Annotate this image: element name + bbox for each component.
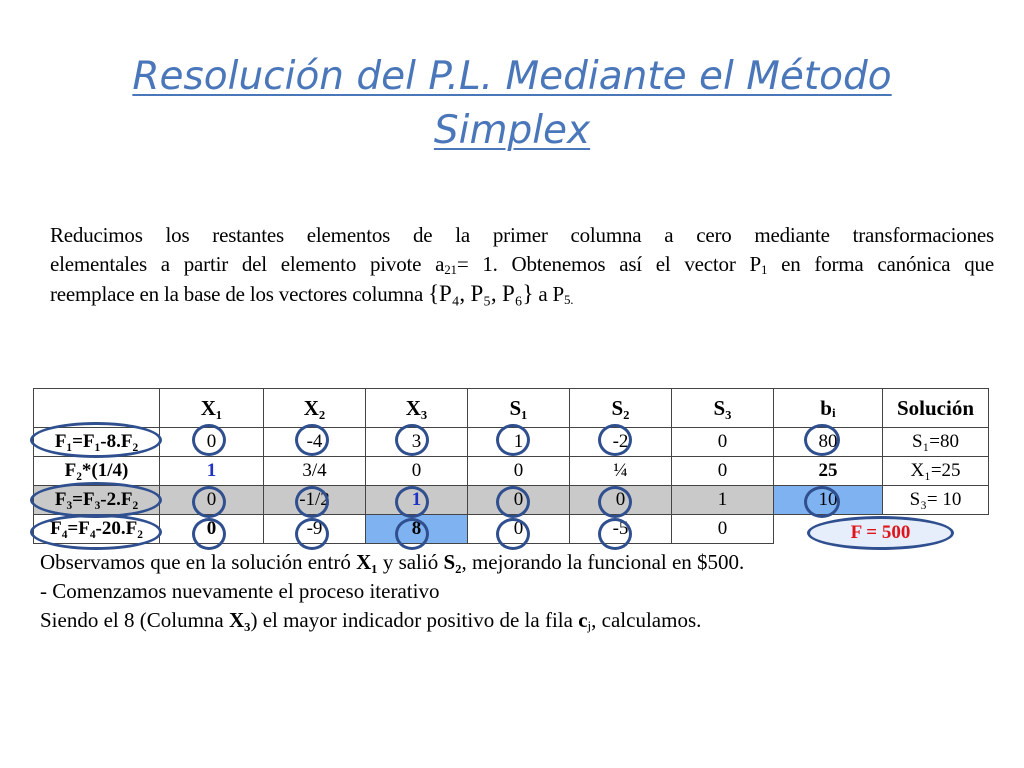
observation-line-2: - Comenzamos nuevamente el proceso iterativo <box>40 579 440 603</box>
table-cell: -5 <box>570 515 672 544</box>
paragraph-line-3: reemplace en la base de los vectores columna {P₄, P₅, P₆} a $P_{5.}$ <box>50 281 574 307</box>
row-label: F₄=F₄-20.F₂ <box>34 515 160 544</box>
header-solucion: Solución <box>883 389 989 428</box>
header-s1: S₁ <box>468 389 570 428</box>
table-cell: 25 <box>774 457 883 486</box>
table-cell: 0 <box>672 515 774 544</box>
solution-cell: X₁=25 <box>883 457 989 486</box>
solution-cell: S₃= 10 <box>883 486 989 515</box>
header-s3: S₃ <box>672 389 774 428</box>
observations <box>40 548 1020 635</box>
table-cell: 1 <box>672 486 774 515</box>
table-row <box>34 457 989 486</box>
table-cell: 1 <box>366 486 468 515</box>
table-cell: 0 <box>468 515 570 544</box>
table-cell: 0 <box>366 457 468 486</box>
table-cell: 3 <box>366 428 468 457</box>
table-cell: 0 <box>468 457 570 486</box>
intro-paragraph <box>50 221 994 309</box>
table-cell: 0 <box>570 486 672 515</box>
table-cell: 0 <box>672 457 774 486</box>
paragraph-line-1: Reducimos los restantes elementos de la primer columna a cero mediante transformaciones <box>50 223 994 247</box>
observation-line-3: Siendo el 8 (Columna X₃) el mayor indicador positivo de la fila $c_j$, calculamos. <box>40 608 702 633</box>
header-s2: S₂ <box>570 389 672 428</box>
table-cell: 0 <box>468 486 570 515</box>
header-x2: X₂ <box>264 389 366 428</box>
table-cell: 8 <box>366 515 468 544</box>
table-cell: ¼ <box>570 457 672 486</box>
header-x3: X₃ <box>366 389 468 428</box>
header-bi: bᵢ <box>774 389 883 428</box>
table-cell: -9 <box>264 515 366 544</box>
page-title <box>0 50 1024 158</box>
observation-line-1: Observamos que en la solución entró X₁ y salió S₂, mejorando la funcional en $500. <box>40 550 745 574</box>
table-cell: 0 <box>672 428 774 457</box>
table-cell: 0 <box>160 428 264 457</box>
header-empty <box>34 389 160 428</box>
row-label: F₂*(1/4) <box>34 457 160 486</box>
table-cell: 3/4 <box>264 457 366 486</box>
table-row <box>34 486 989 515</box>
table-cell: 0 <box>160 515 264 544</box>
functional-value-badge <box>807 516 954 550</box>
table-cell: 0 <box>160 486 264 515</box>
table-cell: 10 <box>774 486 883 515</box>
header-x1: X₁ <box>160 389 264 428</box>
row-label: F₁=F₁-8.F₂ <box>34 428 160 457</box>
title-line-1: Resolución del P.L. Mediante el Método <box>132 54 892 99</box>
table-row <box>34 428 989 457</box>
vector-set: {P₄, P₅, P₆} <box>428 281 534 306</box>
table-cell: -1/2 <box>264 486 366 515</box>
table-cell: -2 <box>570 428 672 457</box>
pivot-cell: 1 <box>160 457 264 486</box>
paragraph-line-2: elementales a partir del elemento pivote $a_{21}= 1$. Obtenemos así el vector $P_1$ en forma canónica que <box>50 252 994 277</box>
row-label: F₃=F₃-2.F₂ <box>34 486 160 515</box>
table-cell: -4 <box>264 428 366 457</box>
functional-value: F = 500 <box>850 522 911 543</box>
table-cell: 1 <box>468 428 570 457</box>
solution-cell: S₁=80 <box>883 428 989 457</box>
title-line-2: Simplex <box>433 108 591 153</box>
table-header-row <box>34 389 989 428</box>
table-cell: 80 <box>774 428 883 457</box>
